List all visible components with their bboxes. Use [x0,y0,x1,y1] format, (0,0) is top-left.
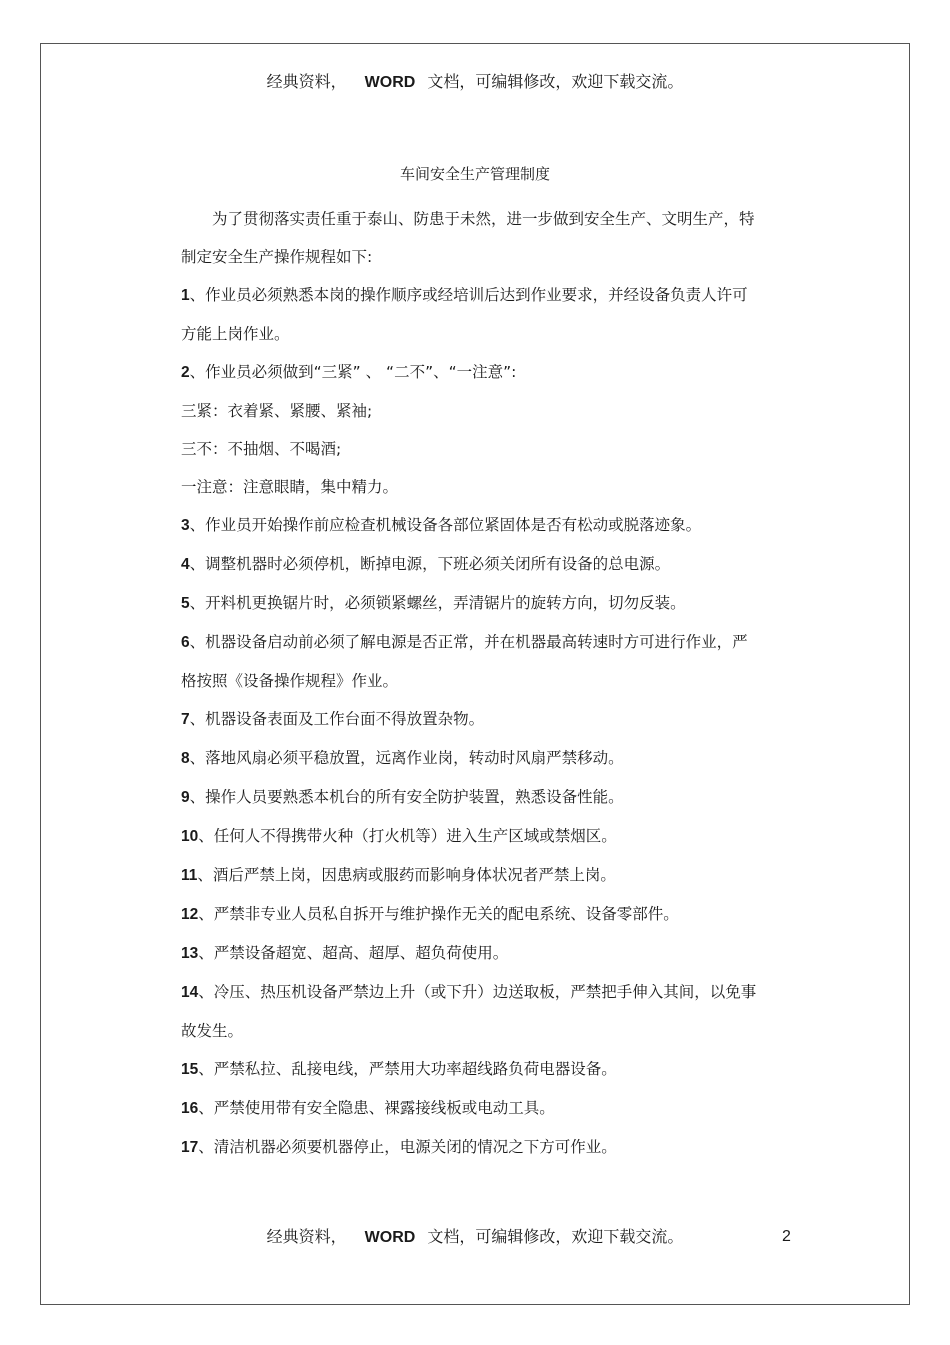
rule-item [181,353,759,392]
rule-number: 17 [181,1139,199,1156]
rule-text: 、任何人不得携带火种（打火机等）进入生产区域或禁烟区。 [198,827,617,845]
rule-number: 2 [181,364,190,381]
rule-text: 、酒后严禁上岗，因患病或服药而影响身体状况者严禁上岗。 [197,866,616,884]
rule-item [181,856,759,895]
footer-prefix: 经典资料， [266,1227,347,1246]
rule-number: 7 [181,711,190,728]
rule-number: 5 [181,595,190,612]
rule-item [181,430,759,468]
rule-item [181,392,759,430]
page-header [0,72,950,93]
page-number: 2 [782,1228,791,1245]
header-prefix: 经典资料， [266,72,347,91]
rule-text: 一注意：注意眼睛，集中精力。 [181,478,399,496]
rule-text: 、严禁设备超宽、超高、超厚、超负荷使用。 [198,944,509,962]
rule-text: 、开料机更换锯片时，必须锁紧螺丝，弄清锯片的旋转方向，切勿反装。 [189,594,686,612]
rule-item [181,584,759,623]
rule-item [181,817,759,856]
rule-text: 、作业员必须做到“三紧” 、 “二不”、“一注意”: [189,363,517,381]
rule-item [181,276,759,353]
footer-word: WORD [364,1229,416,1246]
rule-text: 三紧：衣着紧、紧腰、紧袖; [181,402,373,420]
rule-item [181,1089,759,1128]
document-body [181,200,759,1167]
rule-number: 13 [181,945,199,962]
rule-list [181,276,759,1167]
rule-number: 14 [181,984,199,1001]
rule-item [181,623,759,700]
rule-text: 、落地风扇必须平稳放置，远离作业岗，转动时风扇严禁移动。 [189,749,624,767]
rule-text: 、调整机器时必须停机，断掉电源，下班必须关闭所有设备的总电源。 [189,555,671,573]
rule-number: 10 [181,828,199,845]
rule-text: 、作业员开始操作前应检查机械设备各部位紧固体是否有松动或脱落迹象。 [189,516,702,534]
header-word: WORD [364,74,416,91]
rule-item [181,468,759,506]
rule-number: 9 [181,789,190,806]
rule-text: 、严禁使用带有安全隐患、裸露接线板或电动工具。 [198,1099,555,1117]
rule-item [181,778,759,817]
rule-item [181,895,759,934]
rule-item [181,934,759,973]
rule-number: 3 [181,517,190,534]
rule-number: 6 [181,634,190,651]
rule-number: 8 [181,750,190,767]
rule-item [181,700,759,739]
page-footer [0,1227,950,1248]
rule-item [181,506,759,545]
rule-number: 1 [181,287,190,304]
rule-number: 16 [181,1100,199,1117]
rule-text: 、冷压、热压机设备严禁边上升（或下升）边送取板，严禁把手伸入其间，以免事故发生。 [181,983,757,1040]
intro-paragraph: 为了贯彻落实责任重于泰山、防患于未然，进一步做到安全生产、文明生产，特制定安全生产操作规程如下: [181,210,755,266]
rule-item [181,1050,759,1089]
rule-text: 、机器设备启动前必须了解电源是否正常，并在机器最高转速时方可进行作业，严格按照《设备操作规程》作业。 [181,633,748,690]
rule-item [181,1128,759,1167]
rule-text: 、严禁非专业人员私自拆开与维护操作无关的配电系统、设备零部件。 [198,905,679,923]
rule-number: 12 [181,906,199,923]
rule-text: 、清洁机器必须要机器停止，电源关闭的情况之下方可作业。 [198,1138,617,1156]
rule-text: 三不：不抽烟、不喝酒; [181,440,342,458]
footer-suffix: 文档，可编辑修改，欢迎下载交流。 [427,1227,684,1246]
rule-text: 、操作人员要熟悉本机台的所有安全防护装置，熟悉设备性能。 [189,788,624,806]
rule-number: 15 [181,1061,199,1078]
rule-number: 11 [181,867,198,884]
rule-item [181,739,759,778]
header-suffix: 文档，可编辑修改，欢迎下载交流。 [427,72,684,91]
rule-number: 4 [181,556,190,573]
rule-text: 、作业员必须熟悉本岗的操作顺序或经培训后达到作业要求，并经设备负责人许可方能上岗作业。 [181,286,748,343]
rule-text: 、严禁私拉、乱接电线，严禁用大功率超线路负荷电器设备。 [198,1060,617,1078]
document-title: 车间安全生产管理制度 [399,165,550,183]
rule-item [181,973,759,1050]
rule-item [181,545,759,584]
rule-text: 、机器设备表面及工作台面不得放置杂物。 [189,710,485,728]
